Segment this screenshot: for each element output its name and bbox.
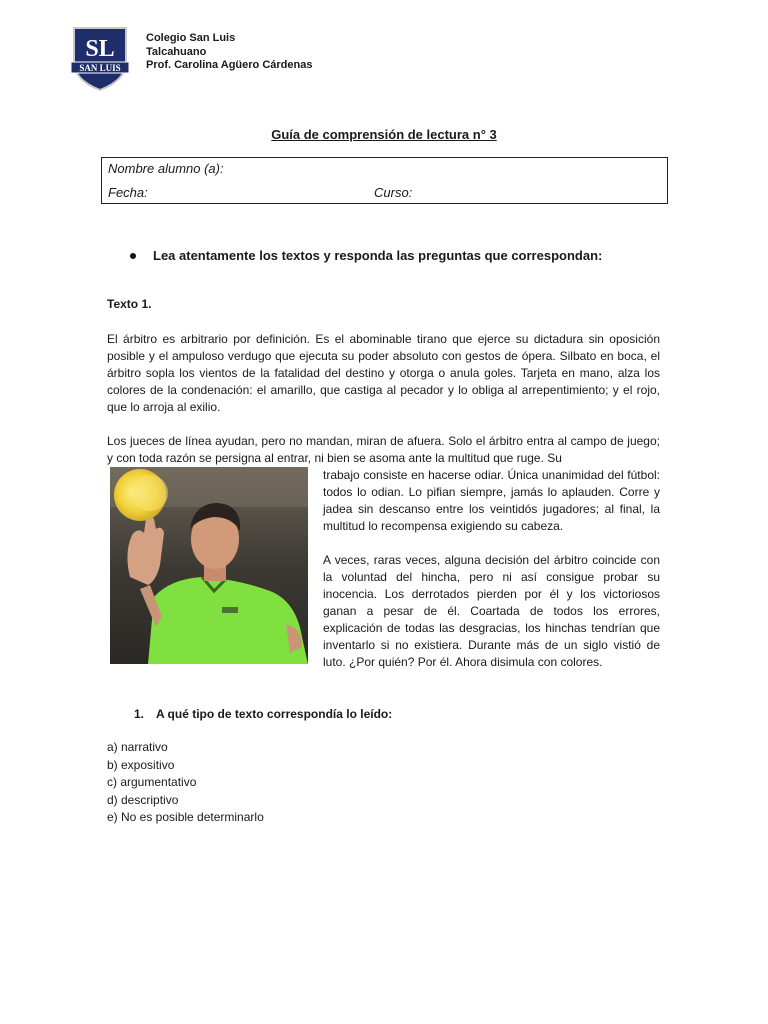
page-title: Guía de comprensión de lectura n° 3 [271,127,497,142]
student-info-box [101,157,668,204]
question-1 [134,707,392,721]
question-text: A qué tipo de texto correspondía lo leído: [156,707,393,721]
paragraph-2-continued: trabajo consiste en hacerse odiar. Única unanimidad del fútbol: todos lo odian. Lo pifian siempre, jamás lo aplauden. Corre y jadea sin descanso entre los veintidós jugadores; al final, la multitud lo recompensa exigiendo su cabeza. [323,468,660,533]
option-d: d) descriptivo [107,792,179,807]
school-logo [70,24,130,92]
paragraph-1: El árbitro es arbitrario por definición. Es el abominable tirano que ejerce su dictadura sin oposición posible y el ampuloso verdugo que ejecuta su poder absoluto con gestos de ópera. Silbato en boca, el árbitro sopla los vientos de la fatalidad del destino y otorga o anula goles. Tarjeta en mano, alza los colores de la condenación: el amarillo, que castiga al pecador y lo obliga al arrepentimiento; y el rojo, que lo arroja al exilio. [107,332,660,414]
course-label: Curso: [374,185,413,200]
instruction: Lea atentamente los textos y responda las preguntas que correspondan: [153,248,603,263]
school-name: Colegio San Luis [146,32,236,44]
question-number: 1. [134,707,145,721]
option-c: c) argumentativo [107,775,197,789]
referee-photo [110,467,308,664]
date-label: Fecha: [108,185,148,200]
answer-options [107,739,264,827]
paragraph-3: A veces, raras veces, alguna decisión del árbitro coincide con la voluntad del hincha, pero ni así consigue probar su inocencia. Los derrotados pierden por él y los victoriosos ganan a pesar de él. Coartada de todos los errores, explicación de todas las desgracias, los hinchas tendrían que inventarlo si no existiera. Durante más de un siglo vistió de luto. ¿Por quién? Por él. Ahora disimula con colores. [323,553,660,669]
bullet-icon [130,253,136,259]
school-city: Talcahuano [146,45,207,58]
text-heading: Texto 1. [107,297,152,311]
teacher-name: Prof. Carolina Agüero Cárdenas [146,59,313,71]
school-info [146,32,312,73]
option-e: e) No es posible determinarlo [107,810,264,824]
paragraph-2: Los jueces de línea ayudan, pero no mandan, miran de afuera. Solo el árbitro entra al campo de juego; y con toda razón se persigna al entrar, ni bien se asoma ante la multitud que ruge. Su [107,434,660,465]
logo-banner: SAN LUIS [79,63,121,73]
logo-monogram: SL [85,36,115,62]
option-b: b) expositivo [107,757,175,772]
option-a: a) narrativo [107,740,168,754]
student-name-label: Nombre alumno (a): [108,161,224,176]
